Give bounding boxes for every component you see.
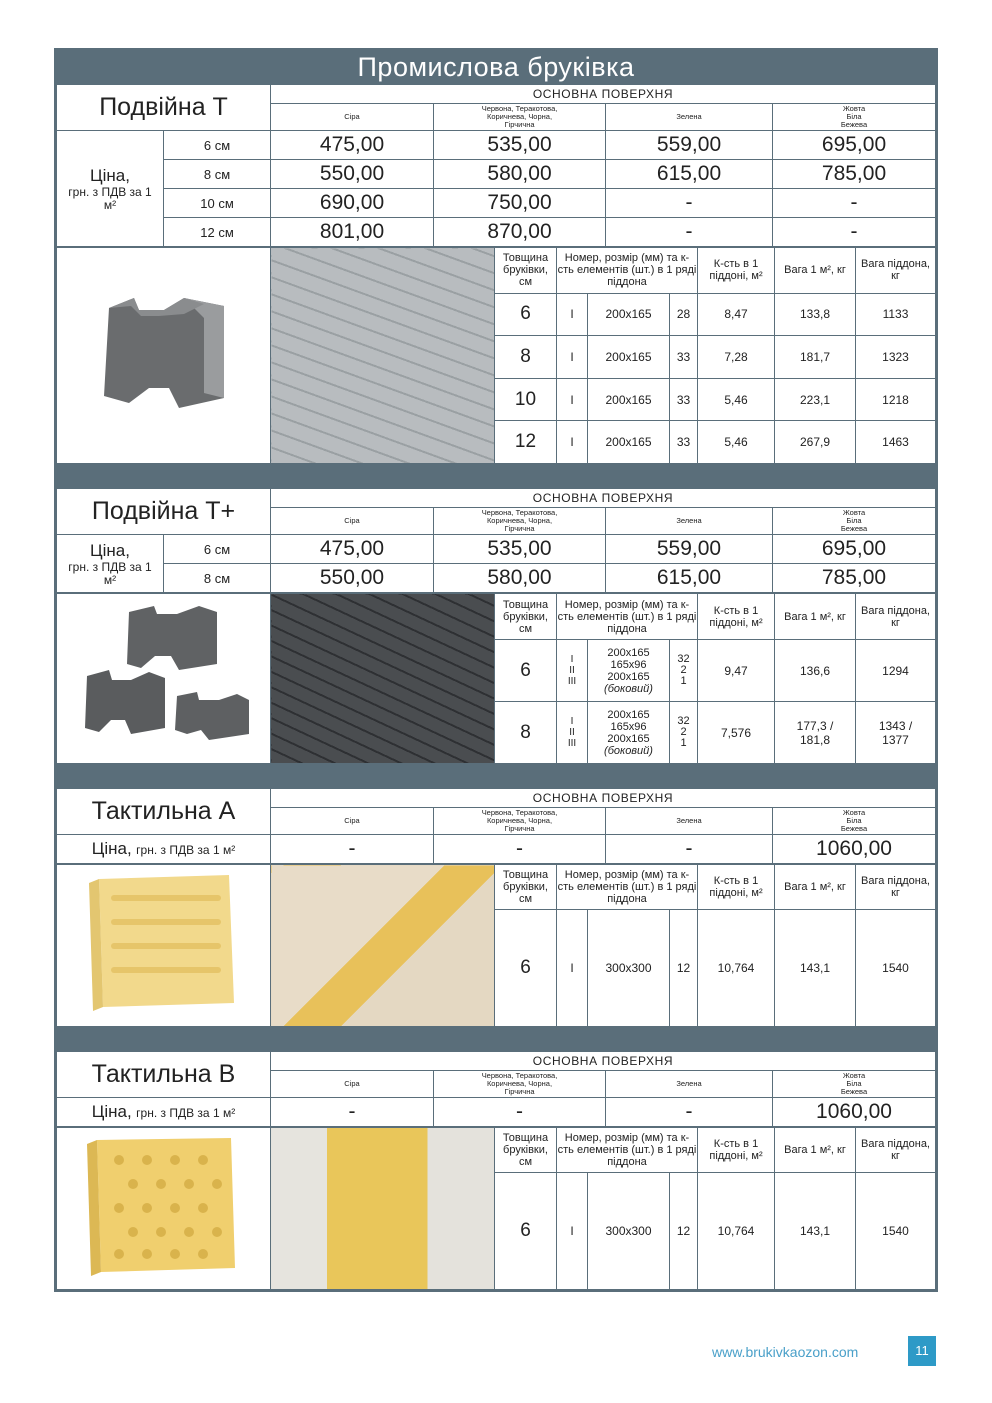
spec-weight-m2: 133,8 (775, 293, 856, 336)
price-cell: - (271, 1098, 434, 1127)
spec-header-qty: К-сть в 1 піддоні, м² (698, 865, 775, 910)
spec-header-number: Номер, розмір (мм) та к-сть елементів (шт.) в 1 ряді піддона (557, 1128, 698, 1173)
spec-qty: 10,764 (698, 910, 775, 1027)
spec-thickness: 8 (495, 702, 557, 764)
page-number: 11 (908, 1336, 936, 1366)
spec-header-thickness: Товщина бруківки, см (495, 865, 557, 910)
spec-header-weight-pallet: Вага піддона, кг (856, 248, 936, 294)
size-label: 10 см (164, 189, 271, 218)
color-green: Зелена (606, 104, 773, 131)
price-table-tactile-a (56, 788, 936, 864)
surface-header: ОСНОВНА ПОВЕРХНЯ (271, 489, 936, 508)
tactile-b-tile-icon (59, 1128, 269, 1284)
price-cell: 535,00 (434, 131, 606, 160)
spec-number: I (557, 378, 588, 421)
spec-header-weight-pallet: Вага піддона, кг (856, 594, 936, 640)
price-cell: 615,00 (606, 564, 773, 593)
price-cell: - (271, 835, 434, 864)
spec-count: 12 (670, 910, 698, 1027)
spec-thickness: 12 (495, 421, 557, 464)
size-label: 6 см (164, 131, 271, 160)
spec-size: 200x165 (588, 293, 670, 336)
color-yellow: Жовта Біла Бежева (773, 508, 936, 535)
price-cell: - (606, 835, 773, 864)
spec-header-qty: К-сть в 1 піддоні, м² (698, 594, 775, 640)
product-name: Подвійна Т+ (57, 489, 271, 535)
spec-weight-pallet: 1294 (856, 640, 936, 702)
spec-count: 28 (670, 293, 698, 336)
spec-qty: 7,576 (698, 702, 775, 764)
section-separator (56, 764, 936, 788)
spec-table-tactile-b (56, 1127, 936, 1290)
spec-header-qty: К-сть в 1 піддоні, м² (698, 248, 775, 294)
spec-weight-m2: 181,7 (775, 336, 856, 379)
spec-size: 200x165 (588, 421, 670, 464)
price-cell: 690,00 (271, 189, 434, 218)
price-cell: 559,00 (606, 131, 773, 160)
spec-qty: 8,47 (698, 293, 775, 336)
spec-table-double-t (56, 247, 936, 464)
color-grey: Сіра (271, 808, 434, 835)
spec-header-qty: К-сть в 1 піддоні, м² (698, 1128, 775, 1173)
price-cell: 785,00 (773, 564, 936, 593)
spec-header-weight-m2: Вага 1 м², кг (775, 594, 856, 640)
spec-size: 200x165 165x96 200x165 (боковий) (588, 640, 670, 702)
spec-header-thickness: Товщина бруківки, см (495, 594, 557, 640)
price-cell: 559,00 (606, 535, 773, 564)
color-yellow: Жовта Біла Бежева (773, 1071, 936, 1098)
spec-thickness: 8 (495, 336, 557, 379)
paving-photo (271, 248, 495, 464)
spec-weight-pallet: 1218 (856, 378, 936, 421)
price-table-tactile-b (56, 1051, 936, 1127)
size-label: 6 см (164, 535, 271, 564)
double-t-plus-blocks-icon (59, 594, 269, 758)
color-green: Зелена (606, 508, 773, 535)
price-label: Ціна, грн. з ПДВ за 1 м² (57, 131, 164, 247)
price-table-double-t-plus (56, 488, 936, 593)
spec-weight-pallet: 1540 (856, 1173, 936, 1290)
spec-size: 200x165 165x96 200x165 (боковий) (588, 702, 670, 764)
product-photo (57, 1128, 271, 1290)
spec-size: 200x165 (588, 378, 670, 421)
paving-photo (271, 594, 495, 764)
spec-header-weight-m2: Вага 1 м², кг (775, 248, 856, 294)
spec-header-weight-pallet: Вага піддона, кг (856, 1128, 936, 1173)
price-cell: 1060,00 (773, 1098, 936, 1127)
color-red: Червона, Теракотова, Коричнева, Чорна, Гірчична (434, 808, 606, 835)
spec-size: 300x300 (588, 1173, 670, 1290)
price-label: Ціна, грн. з ПДВ за 1 м² (57, 835, 271, 864)
price-cell: 580,00 (434, 564, 606, 593)
price-cell: 695,00 (773, 131, 936, 160)
color-green: Зелена (606, 808, 773, 835)
spec-qty: 5,46 (698, 421, 775, 464)
spec-header-number: Номер, розмір (мм) та к-сть елементів (шт.) в 1 ряді піддона (557, 594, 698, 640)
spec-count: 12 (670, 1173, 698, 1290)
spec-count: 33 (670, 378, 698, 421)
spec-weight-m2: 143,1 (775, 910, 856, 1027)
spec-weight-pallet: 1343 / 1377 (856, 702, 936, 764)
spec-table-double-t-plus (56, 593, 936, 764)
product-name: Тактильна В (57, 1052, 271, 1098)
section-separator (56, 1027, 936, 1051)
price-cell: 615,00 (606, 160, 773, 189)
spec-weight-m2: 223,1 (775, 378, 856, 421)
spec-weight-pallet: 1463 (856, 421, 936, 464)
color-grey: Сіра (271, 1071, 434, 1098)
color-green: Зелена (606, 1071, 773, 1098)
spec-number: I (557, 336, 588, 379)
color-red: Червона, Теракотова, Коричнева, Чорна, Гірчична (434, 1071, 606, 1098)
spec-number: I (557, 1173, 588, 1290)
page-title: Промислова бруківка (56, 50, 936, 84)
color-yellow: Жовта Біла Бежева (773, 808, 936, 835)
spec-thickness: 10 (495, 378, 557, 421)
price-table-double-t (56, 84, 936, 247)
price-cell: 475,00 (271, 131, 434, 160)
price-cell: - (606, 1098, 773, 1127)
price-cell: 801,00 (271, 218, 434, 247)
surface-header: ОСНОВНА ПОВЕРХНЯ (271, 789, 936, 808)
price-cell: 475,00 (271, 535, 434, 564)
spec-weight-m2: 267,9 (775, 421, 856, 464)
size-label: 8 см (164, 160, 271, 189)
website-link[interactable]: www.brukivkaozon.com (712, 1344, 859, 1360)
price-cell: 785,00 (773, 160, 936, 189)
product-photo (57, 865, 271, 1027)
product-name: Тактильна А (57, 789, 271, 835)
spec-weight-pallet: 1133 (856, 293, 936, 336)
price-cell: 550,00 (271, 564, 434, 593)
spec-number: I II III (557, 702, 588, 764)
paving-photo (271, 1128, 495, 1290)
product-photo (57, 248, 271, 464)
size-label: 8 см (164, 564, 271, 593)
color-grey: Сіра (271, 104, 434, 131)
price-cell: - (606, 218, 773, 247)
spec-number: I (557, 421, 588, 464)
price-cell: - (606, 189, 773, 218)
spec-weight-m2: 143,1 (775, 1173, 856, 1290)
spec-count: 32 2 1 (670, 640, 698, 702)
spec-table-tactile-a (56, 864, 936, 1027)
spec-thickness: 6 (495, 640, 557, 702)
spec-weight-pallet: 1323 (856, 336, 936, 379)
color-red: Червона, Теракотова, Коричнева, Чорна, Гірчична (434, 104, 606, 131)
spec-header-weight-pallet: Вага піддона, кг (856, 865, 936, 910)
spec-weight-m2: 136,6 (775, 640, 856, 702)
spec-header-number: Номер, розмір (мм) та к-сть елементів (шт.) в 1 ряді піддона (557, 248, 698, 294)
price-cell: 1060,00 (773, 835, 936, 864)
spec-header-thickness: Товщина бруківки, см (495, 1128, 557, 1173)
price-cell: 750,00 (434, 189, 606, 218)
catalog-page (54, 48, 938, 1292)
spec-header-weight-m2: Вага 1 м², кг (775, 1128, 856, 1173)
spec-number: I (557, 910, 588, 1027)
spec-header-weight-m2: Вага 1 м², кг (775, 865, 856, 910)
price-cell: - (773, 218, 936, 247)
spec-count: 33 (670, 421, 698, 464)
spec-qty: 7,28 (698, 336, 775, 379)
surface-header: ОСНОВНА ПОВЕРХНЯ (271, 85, 936, 104)
spec-thickness: 6 (495, 293, 557, 336)
spec-count: 32 2 1 (670, 702, 698, 764)
spec-qty: 5,46 (698, 378, 775, 421)
price-cell: - (773, 189, 936, 218)
price-cell: 695,00 (773, 535, 936, 564)
price-label: Ціна, грн. з ПДВ за 1 м² (57, 1098, 271, 1127)
spec-header-number: Номер, розмір (мм) та к-сть елементів (шт.) в 1 ряді піддона (557, 865, 698, 910)
spec-thickness: 6 (495, 910, 557, 1027)
product-name: Подвійна Т (57, 85, 271, 131)
spec-number: I II III (557, 640, 588, 702)
spec-qty: 9,47 (698, 640, 775, 702)
price-cell: - (434, 835, 606, 864)
spec-weight-pallet: 1540 (856, 910, 936, 1027)
price-cell: 870,00 (434, 218, 606, 247)
price-cell: 550,00 (271, 160, 434, 189)
spec-qty: 10,764 (698, 1173, 775, 1290)
product-photo (57, 594, 271, 764)
spec-header-thickness: Товщина бруківки, см (495, 248, 557, 294)
price-cell: 535,00 (434, 535, 606, 564)
color-red: Червона, Теракотова, Коричнева, Чорна, Гірчична (434, 508, 606, 535)
price-cell: - (434, 1098, 606, 1127)
spec-thickness: 6 (495, 1173, 557, 1290)
surface-header: ОСНОВНА ПОВЕРХНЯ (271, 1052, 936, 1071)
color-grey: Сіра (271, 508, 434, 535)
paving-photo (271, 865, 495, 1027)
price-cell: 580,00 (434, 160, 606, 189)
spec-size: 300x300 (588, 910, 670, 1027)
tactile-a-tile-icon (59, 865, 269, 1021)
spec-size: 200x165 (588, 336, 670, 379)
double-t-block-icon (59, 248, 269, 458)
color-yellow: Жовта Біла Бежева (773, 104, 936, 131)
price-label: Ціна, грн. з ПДВ за 1 м² (57, 535, 164, 593)
size-label: 12 см (164, 218, 271, 247)
section-separator (56, 464, 936, 488)
spec-number: I (557, 293, 588, 336)
spec-weight-m2: 177,3 / 181,8 (775, 702, 856, 764)
spec-count: 33 (670, 336, 698, 379)
